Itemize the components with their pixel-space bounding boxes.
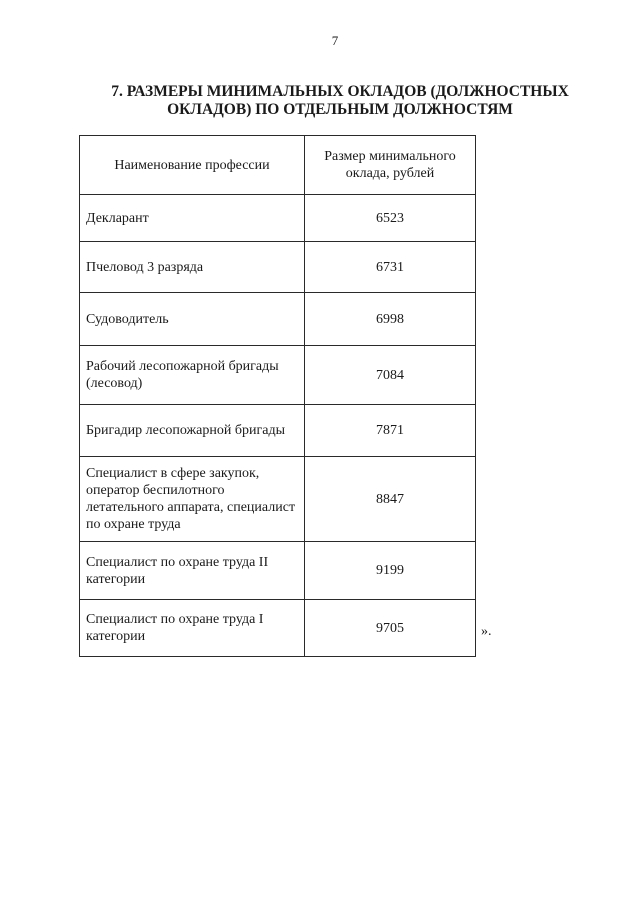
- profession-name: Рабочий лесопожарной бригады (лесовод): [80, 346, 305, 405]
- profession-name: Декларант: [80, 195, 305, 242]
- salary-value: 7871: [305, 405, 476, 457]
- table-row: [80, 457, 476, 542]
- table-row: [80, 542, 476, 600]
- salary-table: [79, 135, 476, 657]
- column-header-profession: Наименование профессии: [80, 136, 305, 195]
- salary-value: 7084: [305, 346, 476, 405]
- closing-quote-mark: ».: [481, 624, 492, 639]
- salary-value: 6998: [305, 293, 476, 346]
- profession-name: Специалист по охране труда I категории: [80, 600, 305, 657]
- table-row: [80, 195, 476, 242]
- table-row: [80, 405, 476, 457]
- salary-value: 9705: [305, 600, 476, 657]
- section-heading: 7. РАЗМЕРЫ МИНИМАЛЬНЫХ ОКЛАДОВ (ДОЛЖНОСТНЫХ ОКЛАДОВ) ПО ОТДЕЛЬНЫМ ДОЛЖНОСТЯМ: [111, 83, 569, 118]
- table-row: [80, 346, 476, 405]
- salary-value: 6731: [305, 242, 476, 293]
- column-header-salary: Размер минимального оклада, рублей: [305, 136, 476, 195]
- salary-value: 8847: [305, 457, 476, 542]
- salary-value: 9199: [305, 542, 476, 600]
- salary-value: 6523: [305, 195, 476, 242]
- table-row: [80, 293, 476, 346]
- page-number: 7: [331, 33, 339, 48]
- table-row: [80, 242, 476, 293]
- profession-name: Судоводитель: [80, 293, 305, 346]
- profession-name: Пчеловод 3 разряда: [80, 242, 305, 293]
- profession-name: Бригадир лесопожарной бригады: [80, 405, 305, 457]
- table-header-row: [80, 136, 476, 195]
- table-row: [80, 600, 476, 657]
- profession-name: Специалист по охране труда II категории: [80, 542, 305, 600]
- profession-name: Специалист в сфере закупок, оператор беспилотного летательного аппарата, специалист по охране труда: [80, 457, 305, 542]
